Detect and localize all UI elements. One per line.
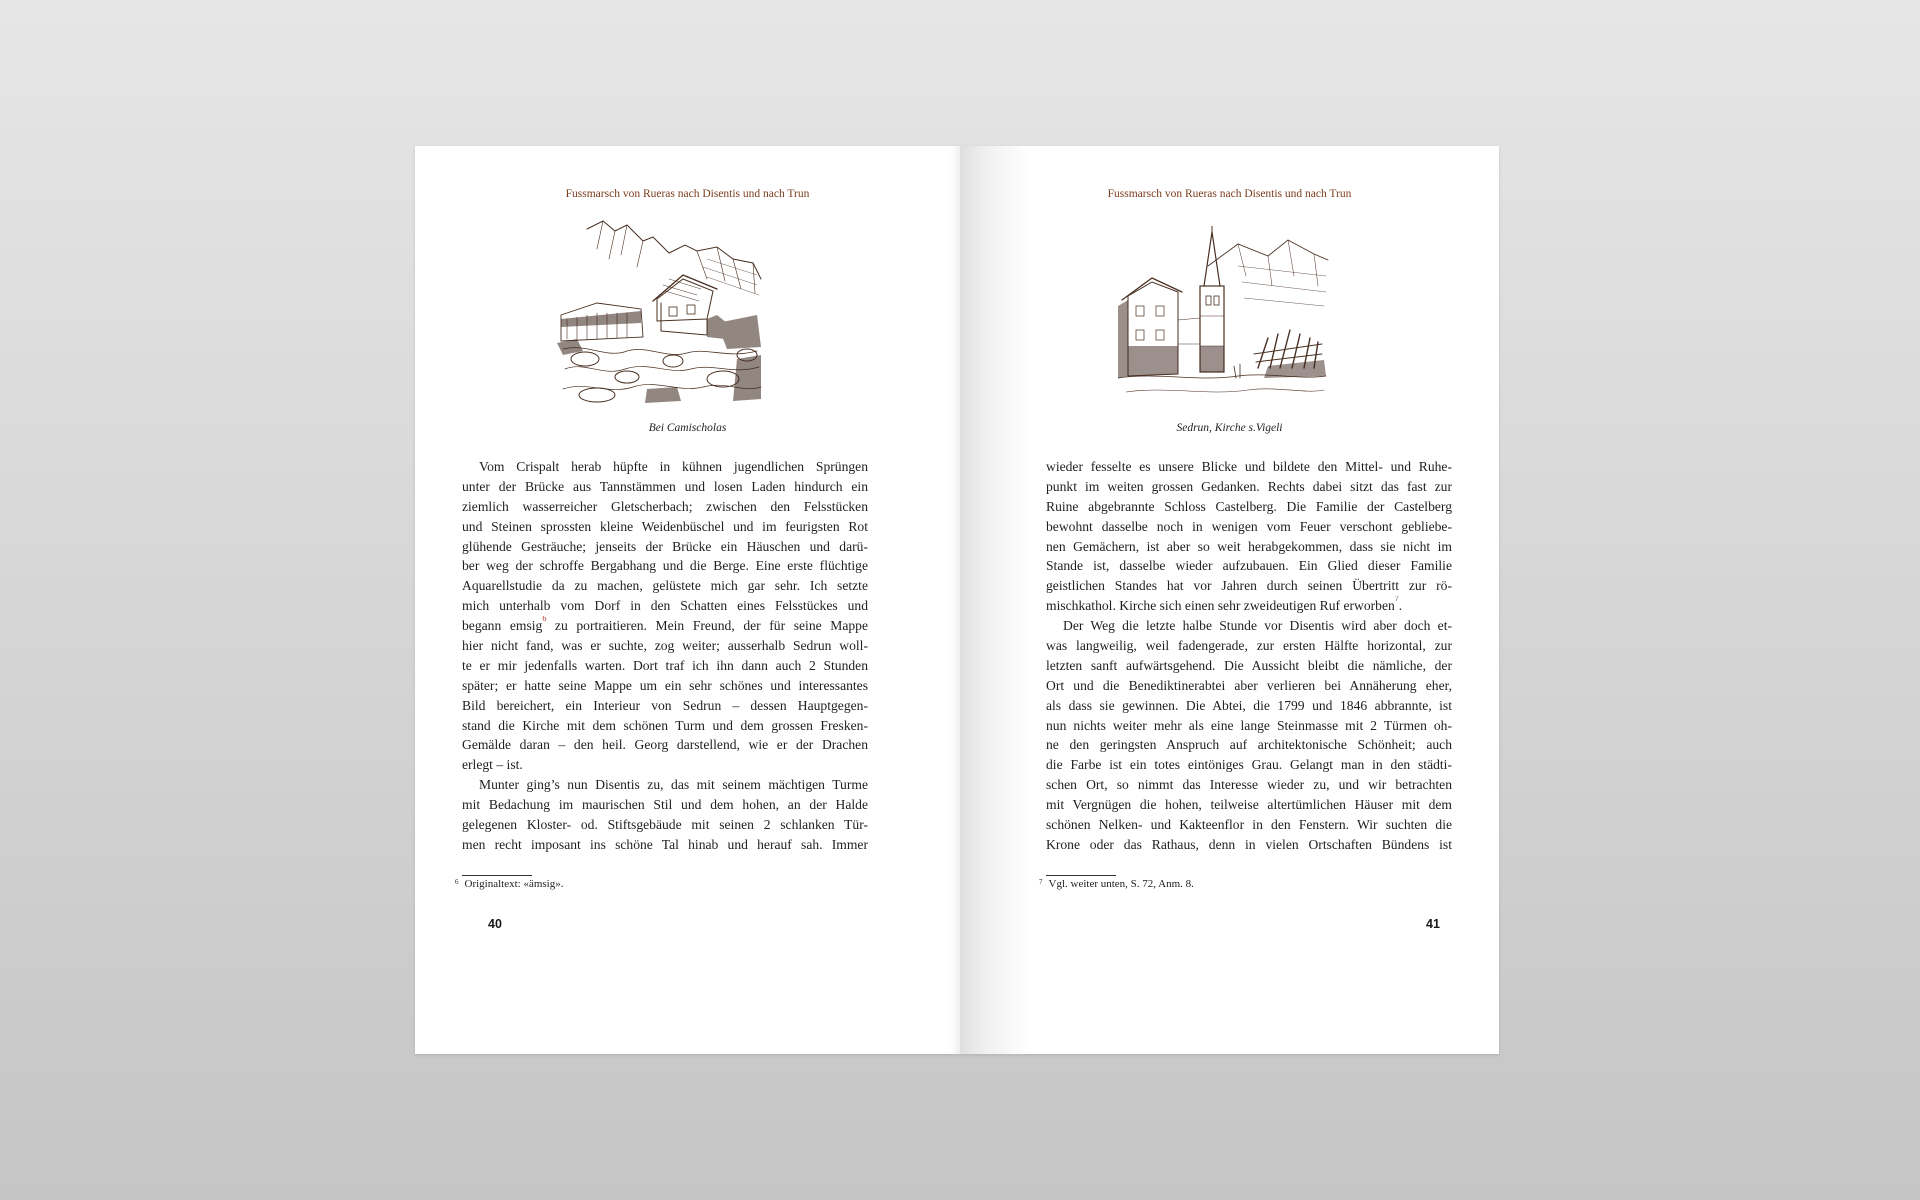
text-line-content: was langweilig, weil fadengerade, zur ersten Hälfte horizontal, zur	[1046, 638, 1452, 654]
text-line	[1046, 795, 1452, 815]
text-line-content: und Steinen sprossten kleine Weidenbüschel und im feurigsten Rot	[462, 518, 868, 534]
text-line	[1046, 457, 1452, 477]
text-line-content: Bild bereichert, ein Interieur von Sedrun – dessen Hauptgegen-	[462, 697, 868, 713]
text-line-content: Stande ist, dasselbe wieder aufzubauen. Ein Glied dieser Familie	[1046, 558, 1452, 574]
text-line	[462, 497, 868, 517]
text-line	[1046, 735, 1452, 755]
page-number-right: 41	[1426, 917, 1440, 931]
text-line-content: hier nicht fand, was er suchte, zog weiter; ausserhalb Sedrun woll-	[462, 638, 868, 654]
text-line-content: wieder fesselte es unsere Blicke und bildete den Mittel- und Ruhe-	[1046, 459, 1452, 474]
text-line-content: unter der Brücke aus Tannstämmen und losen Laden hindurch ein	[462, 478, 868, 494]
text-line-content: Gemälde daran – den heil. Georg darstellend, wie er der Drachen	[462, 737, 868, 753]
text-line-content: stand die Kirche mit dem schönen Turm und dem grossen Fresken-	[462, 717, 868, 733]
text-line	[462, 636, 868, 656]
text-line-content: mit Bedachung im maurischen Stil und dem hohen, an der Halde	[462, 797, 868, 813]
text-line	[1046, 477, 1452, 497]
text-line	[462, 676, 868, 696]
text-line	[1046, 716, 1452, 736]
text-line	[1046, 835, 1452, 855]
running-head-right: Fussmarsch von Rueras nach Disentis und nach Trun	[1107, 188, 1352, 200]
text-line-content: nun nichts weiter mehr als eine lange Steinmasse mit 2 Türmen oh-	[1046, 717, 1452, 733]
text-line-continuation: zu portraitieren. Mein Freund, der für seine Mappe	[546, 618, 868, 634]
text-line	[462, 537, 868, 557]
text-line-content: Aquarellstudie da zu machen, gelüstete mich gar sehr. Ich setzte	[462, 578, 868, 594]
footnote-text-right: Vgl. weiter unten, S. 72, Anm. 8.	[1048, 878, 1194, 890]
text-line-content: bewohnt dasselbe noch in wenigen vom Feuer verschont gebliebe-	[1046, 518, 1452, 534]
footnote-marker[interactable]: 6	[542, 616, 547, 624]
text-line-content: ne den geringsten Anspruch auf architektonische Schönheit; auch	[1046, 737, 1452, 753]
body-text-right	[1046, 457, 1452, 855]
caption-left: Bei Camischolas	[648, 422, 727, 434]
text-line	[462, 616, 868, 636]
text-line-content: Vom Crispalt herab hüpfte in kühnen jugendlichen Sprüngen	[479, 459, 868, 474]
text-line-content: mischkathol. Kirche sich einen sehr zweideutigen Ruf erworben	[1046, 598, 1395, 614]
text-line-content: Ort und die Benediktinerabtei aber verlieren bei Annäherung eher,	[1046, 677, 1452, 693]
body-text-left	[462, 457, 868, 855]
text-line-content: als dass sie gewinnen. Die Abtei, die 1799 und 1846 abbrannte, ist	[1046, 697, 1452, 713]
text-line-continuation: .	[1398, 598, 1403, 614]
text-line-content: letzten sanft aufwärtsgehend. Die Aussicht bleibt die nämliche, der	[1046, 657, 1452, 673]
text-line	[462, 775, 868, 795]
text-line	[1046, 556, 1452, 576]
text-line-content: Ruine abgebrannte Schloss Castelberg. Die Familie der Castelberg	[1046, 498, 1452, 514]
text-line	[1046, 676, 1452, 696]
text-line	[1046, 696, 1452, 716]
footnote-right	[1039, 878, 1194, 890]
text-line	[1046, 537, 1452, 557]
illustration-sedrun-church	[1118, 226, 1330, 404]
text-line	[1046, 755, 1452, 775]
text-line	[462, 656, 868, 676]
footnote-rule-right	[1046, 875, 1116, 876]
footnote-rule-left	[462, 875, 532, 876]
text-line	[462, 815, 868, 835]
text-line-content: mich unterhalb vom Dorf in den Schatten eines Felsstückes und	[462, 598, 868, 614]
right-page	[960, 146, 1499, 1054]
text-line-content: ziemlich wasserreicher Gletscherbach; zwischen den Felsstücken	[462, 498, 868, 514]
text-line-content: te er mir jedenfalls warten. Dort traf ich ihn dann auch 2 Stunden	[462, 657, 868, 673]
text-line-content: nen Gemächern, ist aber so weit herabgekommen, dass sie nicht im	[1046, 538, 1452, 554]
running-head-left: Fussmarsch von Rueras nach Disentis und nach Trun	[565, 188, 810, 200]
text-line	[1046, 636, 1452, 656]
footnote-left	[455, 878, 563, 890]
text-line-content: geistlichen Standes hat vor Jahren durch seinen Übertritt zur rö-	[1046, 578, 1452, 594]
text-line	[462, 576, 868, 596]
text-line	[462, 477, 868, 497]
footnote-number-right: 7	[1039, 878, 1043, 886]
text-line-content: glühende Gesträuche; jenseits der Brücke ein Häuschen und darü-	[462, 538, 868, 554]
text-line-content: Der Weg die letzte halbe Stunde vor Disentis wird aber doch et-	[1063, 618, 1452, 634]
text-line-content: schönen Nelken- und Kakteenflor in den Fenstern. Wir suchten die	[1046, 817, 1452, 833]
text-line	[1046, 497, 1452, 517]
text-line	[462, 795, 868, 815]
footnote-marker[interactable]: 7	[1394, 596, 1399, 604]
text-line	[462, 716, 868, 736]
text-line-content: später; er hatte seine Mappe um ein sehr schönes und interessantes	[462, 677, 868, 693]
text-line	[462, 596, 868, 616]
text-line-content: Munter ging’s nun Disentis zu, das mit seinem mächtigen Turme	[479, 777, 868, 793]
caption-right: Sedrun, Kirche s.Vigeli	[1176, 422, 1283, 434]
text-line	[1046, 656, 1452, 676]
text-line	[1046, 815, 1452, 835]
text-line	[462, 457, 868, 477]
text-line	[462, 556, 868, 576]
text-line	[462, 696, 868, 716]
text-line	[462, 735, 868, 755]
text-line-content: die Farbe ist ein totes eintöniges Grau. Gelangt man in den städti-	[1046, 757, 1452, 773]
illustration-camischolas	[557, 219, 763, 405]
text-line-content: schen Ort, so nimmt das Interesse wieder zu, und wir betrachten	[1046, 777, 1452, 793]
text-line-content: begann emsig	[462, 618, 543, 634]
page-number-left: 40	[488, 917, 502, 931]
book-spread	[415, 146, 1499, 1054]
text-line	[1046, 576, 1452, 596]
footnote-text-left: Originaltext: «ämsig».	[464, 878, 564, 890]
text-line	[1046, 775, 1452, 795]
text-line-content: punkt im weiten grossen Gedanken. Rechts dabei sitzt das fast zur	[1046, 478, 1452, 494]
text-line	[462, 755, 868, 775]
text-line	[1046, 517, 1452, 537]
text-line	[1046, 616, 1452, 636]
text-line	[1046, 596, 1452, 616]
text-line-content: ber weg der schroffe Bergabhang und die Berge. Eine erste flüchtige	[462, 558, 868, 574]
text-line	[462, 835, 868, 855]
left-page	[415, 146, 960, 1054]
text-line-content: Krone oder das Rathaus, denn in vielen Ortschaften Bündens ist	[1046, 836, 1452, 852]
text-line-content: erlegt – ist.	[462, 757, 523, 773]
text-line-content: mit Vergnügen die hohen, teilweise altertümlichen Häuser mit dem	[1046, 797, 1452, 813]
text-line-content: men recht imposant ins schöne Tal hinab und herauf sah. Immer	[462, 836, 868, 852]
text-line	[462, 517, 868, 537]
footnote-number-left: 6	[455, 878, 459, 886]
text-line-content: gelegenen Kloster- od. Stiftsgebäude mit seinen 2 schlanken Tür-	[462, 817, 868, 833]
